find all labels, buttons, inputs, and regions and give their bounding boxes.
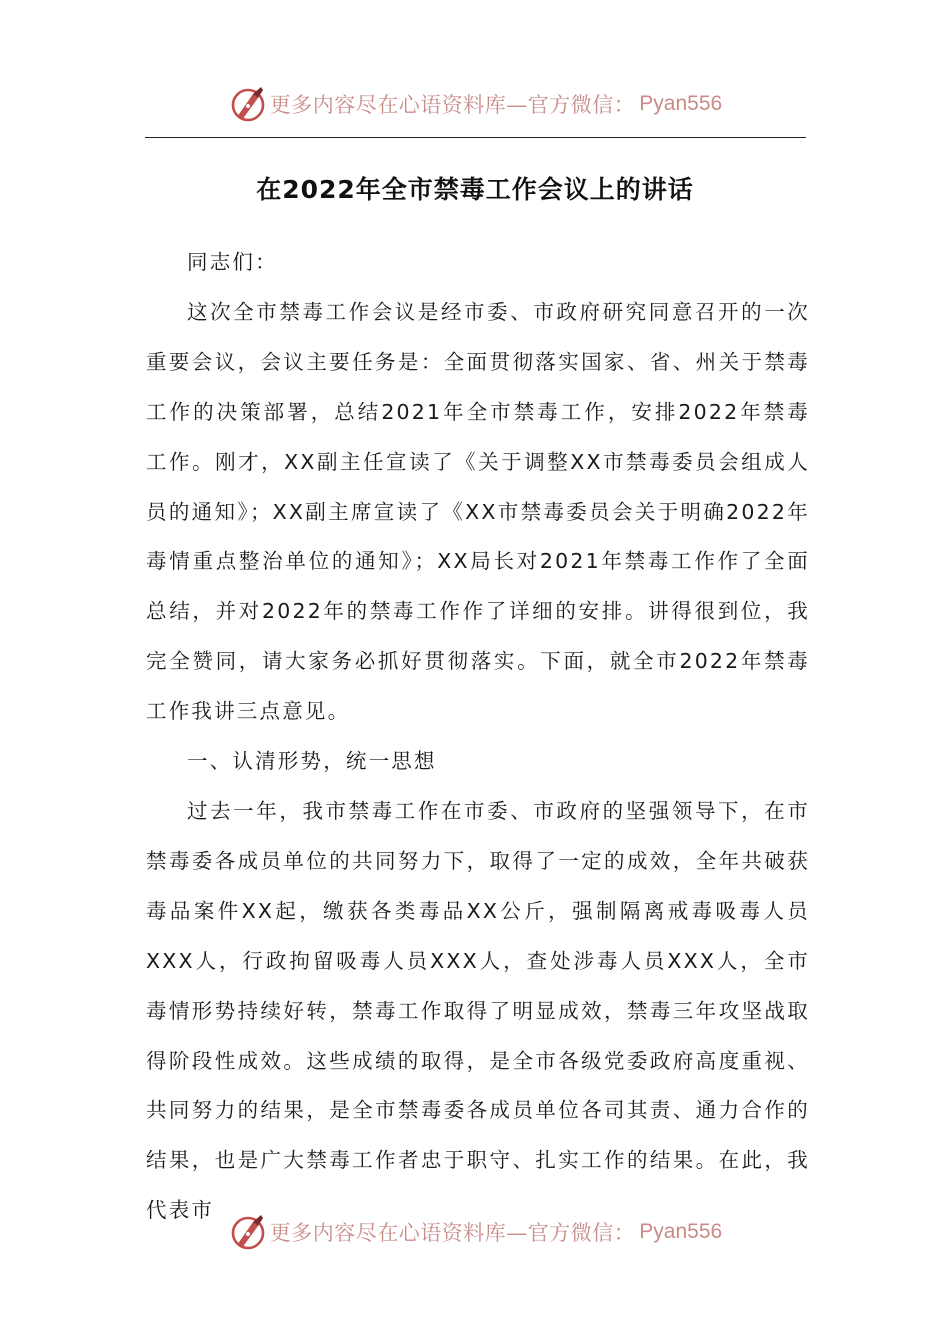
banner-text: 更多内容尽在心语资料库—官方微信： (269, 93, 636, 117)
section-heading: 一、认清形势，统一思想 (187, 749, 437, 774)
header-divider (145, 137, 806, 138)
wechat-id: Pyan556 (639, 92, 723, 115)
header-banner (0, 82, 950, 126)
footer-banner (0, 1210, 950, 1254)
pen-nib-circle-icon (228, 1212, 268, 1252)
greeting: 同志们： (187, 250, 278, 274)
document-title: 在2022年全市禁毒工作会议上的讲话 (256, 175, 694, 204)
paragraph: 过去一年，我市禁毒工作在市委、市政府的坚强领导下，在市禁毒委各成员单位的共同努力下，取得了一定的成效，全年共破获毒品案件XX起，缴获各类毒品XX公斤，强制隔离戒毒吸毒人员XXX人，行政拘留吸毒人员XXX人，查处涉毒人员XXX人，全市毒情形势持续好转，禁毒工作取得了明显成效，禁毒三年攻坚战取得阶段性成效。这些成绩的取得，是全市各级党委政府高度重视、共同努力的结果，是全市禁毒委各成员单位各司其责、通力合作的结果，也是广大禁毒工作者忠于职守、扎实工作的结果。在此，我代表市 (146, 798, 810, 1223)
wechat-id: Pyan556 (639, 1220, 723, 1243)
paragraph: 这次全市禁毒工作会议是经市委、市政府研究同意召开的一次重要会议，会议主要任务是：全面贯彻落实国家、省、州关于禁毒工作的决策部署，总结2021年全市禁毒工作，安排2022年禁毒工作。刚才，XX副主任宣读了《关于调整XX市禁毒委员会组成人员的通知》；XX副主席宣读了《XX市禁毒委员会关于明确2022年毒情重点整治单位的通知》；XX局长对2021年禁毒工作作了全面总结，并对2022年的禁毒工作作了详细的安排。讲得很到位，我完全赞同，请大家务必抓好贯彻落实。下面，就全市2022年禁毒工作我讲三点意见。 (146, 299, 810, 724)
document-body (146, 238, 810, 1236)
banner-text: 更多内容尽在心语资料库—官方微信： (269, 1221, 636, 1245)
pen-nib-circle-icon (228, 84, 268, 124)
